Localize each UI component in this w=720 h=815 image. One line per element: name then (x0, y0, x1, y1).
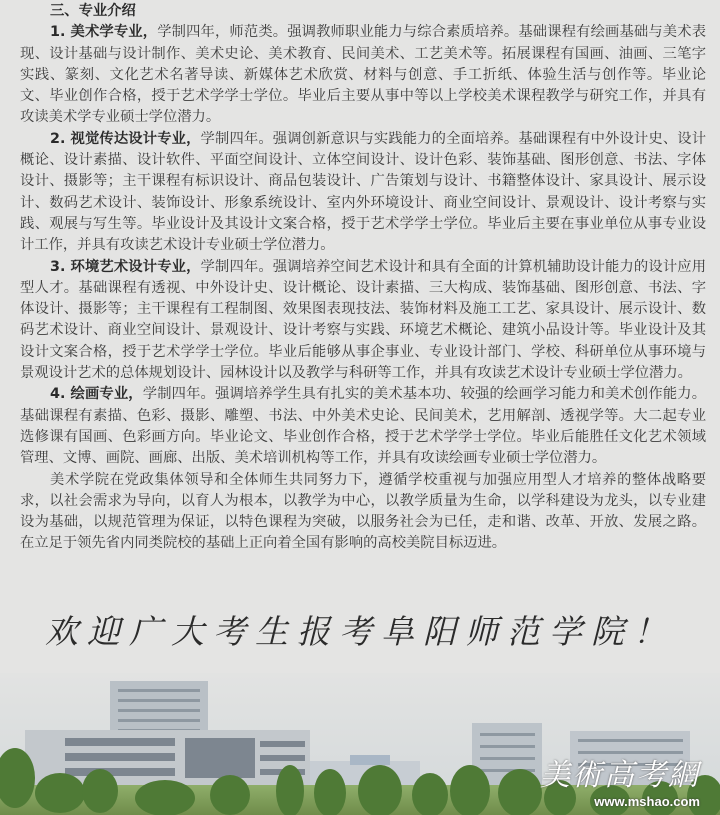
major-paragraph (20, 257, 706, 385)
major-description: 学制四年，师范类。强调教师职业能力与综合素质培养。基础课程有绘画基础与美术表现、设计基础与设计制作、美术史论、美术教育、民间美术、工艺美术等。拓展课程有国画、油画、三笔字实践、篆刻、文化艺术名著导读、新媒体艺术欣赏、材料与创意、手工折纸、体验生活与创作等。毕业论文、毕业创作合格，授于艺术学学士学位。毕业后主要从事中等以上学校美术课程教学与研究工作，并具有攻读美术学专业硕士学位潜力。 (20, 24, 706, 126)
article-body (20, 1, 706, 555)
welcome-banner: 欢迎广大考生报考阜阳师范学院！ (45, 612, 675, 651)
major-description: 学制四年。强调培养空间艺术设计和具有全面的计算机辅助设计能力的设计应用型人才。基础课程有透视、中外设计史、设计概论、设计素描、三大构成、装饰基础、图形创意、书法、字体设计、摄影等；主干课程有工程制图、效果图表现技法、装饰材料及施工工艺、家具设计、展示设计、数码艺术设计、商业空间设计、景观设计、设计考察与实践、环境艺术概论、建筑小品设计等。毕业设计及其设计文案合格，授于艺术学学士学位。毕业后能够从事企事业、专业设计部门、学校、科研单位从事环境与景观设计艺术的总体规划设计、园林设计以及教学与科研等工作，并具有攻读艺术设计专业硕士学位潜力。 (20, 258, 707, 382)
major-name: 2. 视觉传达设计专业， (50, 130, 201, 147)
major-paragraph (20, 22, 706, 128)
section-title: 三、专业介绍 (50, 3, 136, 19)
closing-paragraph: 美术学院在党政集体领导和全体师生共同努力下，遵循学校重视与加强应用型人才培养的整体战略要求，以社会需求为导向，以育人为根本，以教学为中心，以教学质量为生命，以学科建设为龙头，以专业建设为基础，以规范管理为保证，以特色课程为突破，以服务社会为已任，走和谐、改革、开放、发展之路。在立足于领先省内同类院校的基础上正向着全国有影响的高校美院目标迈进。 (20, 471, 706, 552)
major-description: 学制四年。强调培养学生具有扎实的美术基本功、较强的绘画学习能力和美术创作能力。基础课程有素描、色彩、摄影、雕塑、书法、中外美术史论、民间美术，艺用解剖、透视学等。大二起专业选修课有国画、色彩画方向。毕业论文、毕业创作合格，授于艺术学学士学位。毕业后能胜任文化艺术领域管理、文博、画院、画廊、出版、美术培训机构等工作，并具有攻读绘画专业硕士学位潜力。 (20, 386, 707, 467)
major-paragraph (20, 384, 706, 469)
major-name: 4. 绘画专业， (50, 386, 143, 403)
watermark-url: www.mshao.com (594, 794, 700, 809)
major-name: 1. 美术学专业， (50, 24, 158, 41)
major-description: 学制四年。强调创新意识与实践能力的全面培养。基础课程有中外设计史、设计概论、设计素描、设计软件、平面空间设计、立体空间设计、设计色彩、装饰基础、图形创意、书法、字体设计、摄影等；主干课程有标识设计、商品包装设计、广告策划与设计、书籍整体设计、家具设计、展示设计、数码艺术设计、装饰设计、形象系统设计、室内外环境设计、商业空间设计、景观设计、设计考察与实践、观展与写生等。毕业设计及其设计文案合格，授于艺术学学士学位。毕业后主要在事业单位从事专业设计工作，并具有攻读艺术设计专业硕士学位潜力。 (20, 130, 707, 254)
watermark-logo (540, 750, 700, 809)
major-paragraph (20, 129, 706, 257)
watermark-logo-text: 美術高考網 (540, 758, 700, 793)
major-name: 3. 环境艺术设计专业， (50, 258, 201, 275)
